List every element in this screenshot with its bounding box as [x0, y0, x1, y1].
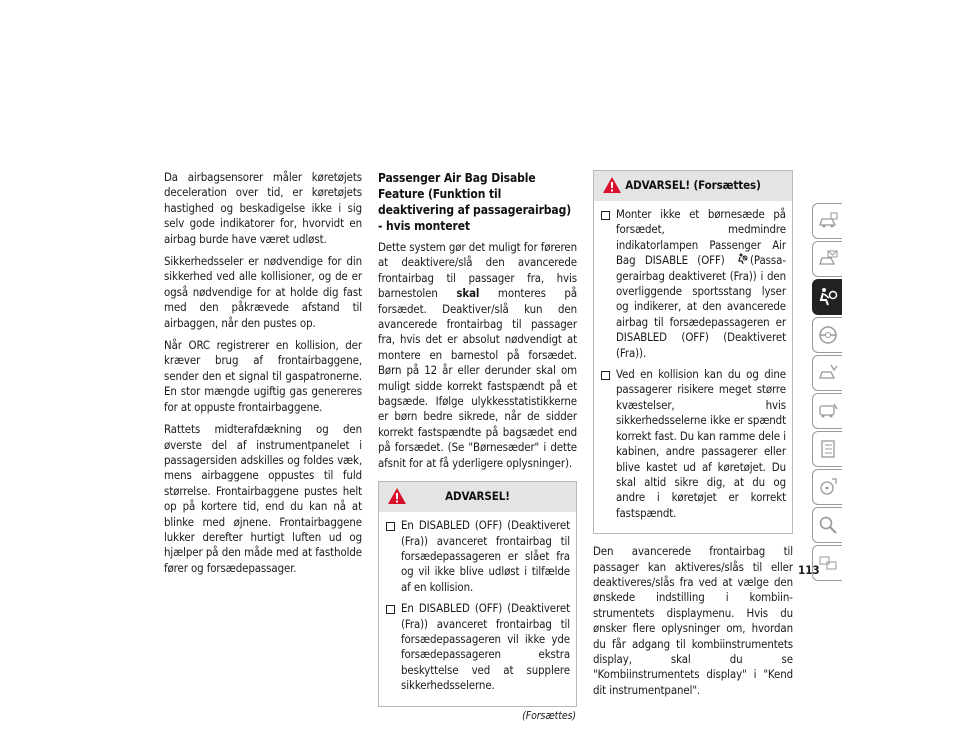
- warning-item: [600, 367, 786, 521]
- bullet-square-icon: [601, 371, 610, 380]
- car-envelope-icon: [817, 248, 839, 270]
- search-magnifier-icon: [817, 514, 839, 536]
- bullet-square-icon: [601, 211, 610, 220]
- warning-body: [594, 201, 792, 533]
- warning-title: ADVARSEL! (Forsættes): [625, 178, 761, 193]
- car-crash-icon: [817, 362, 839, 384]
- tab-search[interactable]: [812, 507, 842, 543]
- tab-maintenance-list[interactable]: [812, 431, 842, 467]
- chapter-tabs: [812, 203, 842, 583]
- warning-text: Ved en kollision kan du og dine passagerer risikere meget større kvæstelser, hvis sikkerhedsselerne ikke er spændt korrekt fast. Du kan ramme dele i kabinen, andre passagerer eller blive kastet ud af køretøjet. Du skal altid sikre dig, at du og andre i køretøjet er korrekt fastspændt.: [616, 367, 786, 520]
- column-right: [593, 170, 793, 705]
- warning-text: En DISABLED (OFF) (Deaktiveret (Fra)) avanceret frontairbag til forsædepassageren vil ikke yde forsædepassageren ekstra beskyttelse ved at supplere sikkerhedsselerne.: [401, 601, 570, 693]
- multimedia-disc-icon: [817, 476, 839, 498]
- bullet-square-icon: [386, 605, 395, 614]
- airbag-seat-icon: [817, 286, 839, 308]
- paragraph-seatbelts: Sikkerhedsseler er nødvendige for din sikkerhed ved alle kollisioner, og de er også nødvendige for at holde dig fast med den påkrævede afstand til airbaggen, når den pustes op.: [164, 254, 362, 330]
- tab-airbag-seat[interactable]: [812, 279, 842, 315]
- tab-car-service[interactable]: [812, 393, 842, 429]
- tab-car-info[interactable]: [812, 203, 842, 239]
- car-service-icon: [817, 400, 839, 422]
- text-bold: skal: [456, 286, 480, 301]
- section-heading: Passenger Air Bag Disable Feature (Funktion til deaktivering af passagerairbag) - hvis monteret: [378, 171, 572, 233]
- tab-multimedia[interactable]: [812, 469, 842, 505]
- column-middle: [378, 170, 577, 724]
- column-left: [164, 170, 362, 583]
- warning-header: [594, 171, 792, 201]
- warning-triangle-icon: [602, 176, 622, 194]
- text-part: monteres på forsædet. Deaktiver/slå kun den avancerede frontairbag til passager fra, hvis det er absolut nødvendigt at montere en barnestol på forsædet. Børn på 12 år eller derunder skal om muligt sidde korrekt fastspændt på et bagsæde. Ifølge ulykkesstatistikkerne er børn bedre sikrede, når de sidder korrekt fastspændte på bagsædet end på forsædet. (Se "Børnesæder" i dette afsnit for at få yderligere oplysninger).: [378, 286, 577, 470]
- warning-box: [378, 481, 577, 706]
- warning-item: [600, 207, 786, 361]
- warning-box-continued: [593, 170, 793, 534]
- continued-label: (Forsættes): [522, 709, 576, 722]
- languages-icon: [817, 552, 839, 574]
- paragraph-sensors: Da airbagsensorer måler køretøjets deceleration over tid, er køretøjets hastighed og beskadigelse ikke i sig selv gode indikatorer for, hvorvidt en airbag burde have været udløst.: [164, 170, 362, 246]
- text-part: Monter ikke et børnesæde på forsædet, medmindre indikatorlampen Passenger Air Bag DISABLE (OFF): [616, 207, 786, 268]
- paragraph-activation: Den avancerede frontairbag til passager kan aktiveres/slås til eller deaktiveres/slås fra ved at vælge den ønskede indstilling i kombiinstrumentets displaymenu. Hvis du ønsker flere oplysninger om, hvordan du får adgang til kombiinstrumentets display, skal du se "Kombiinstrumentets display" i "Kend dit instrumentpanel".: [593, 544, 793, 697]
- paragraph-disable-feature: [378, 240, 577, 471]
- bullet-square-icon: [386, 522, 395, 531]
- warning-text: [616, 207, 786, 361]
- warning-title: ADVARSEL!: [445, 489, 510, 504]
- warning-text: En DISABLED (OFF) (Deaktiveret (Fra)) avanceret frontairbag til forsædepassageren er slået fra og vil ikke blive udløst i tilfælde af en kollision.: [401, 518, 570, 594]
- warning-header: [379, 482, 576, 512]
- tab-steering-wheel[interactable]: [812, 317, 842, 353]
- warning-body: [379, 512, 576, 705]
- tab-car-crash[interactable]: [812, 355, 842, 391]
- maintenance-list-icon: [817, 438, 839, 460]
- warning-item: [385, 518, 570, 595]
- passenger-airbag-off-icon: [736, 253, 748, 265]
- warning-triangle-icon: [387, 487, 407, 505]
- tab-car-envelope[interactable]: [812, 241, 842, 277]
- text-part: (Passagerairbag deaktiveret (Fra)) i den overliggende sportsstang lyser og indikerer, at den avancerede airbag til forsædepassageren er DISABLED (OFF) (Deaktiveret (Fra)).: [616, 253, 787, 360]
- text-part: Dette system gør det muligt for føreren at deaktivere/slå den avancerede frontairbag til passager fra, hvis barnestolen: [378, 240, 577, 301]
- car-info-icon: [817, 210, 839, 232]
- paragraph-orc: Når ORC registrerer en kollision, der kræver brug af frontairbaggene, sender den et signal til gaspatronerne. En stor mængde ugiftig gas genereres for at oppuste frontairbaggene.: [164, 338, 362, 414]
- page-number: 113: [798, 563, 820, 577]
- paragraph-inflation: Rattets midterafdækning og den øverste del af instrumentpanelet i passagersiden adskilles og foldes væk, mens airbaggene oppustes til fuld størrelse. Frontairbaggene pustes helt op på kortere tid, end du kan nå at blinke med øjnene. Frontairbaggene lukker derefter hurtigt luften ud og hjælper på den måde med at fastholde fører og forsædepassager.: [164, 422, 362, 575]
- warning-item: [385, 601, 570, 693]
- steering-wheel-icon: [817, 324, 839, 346]
